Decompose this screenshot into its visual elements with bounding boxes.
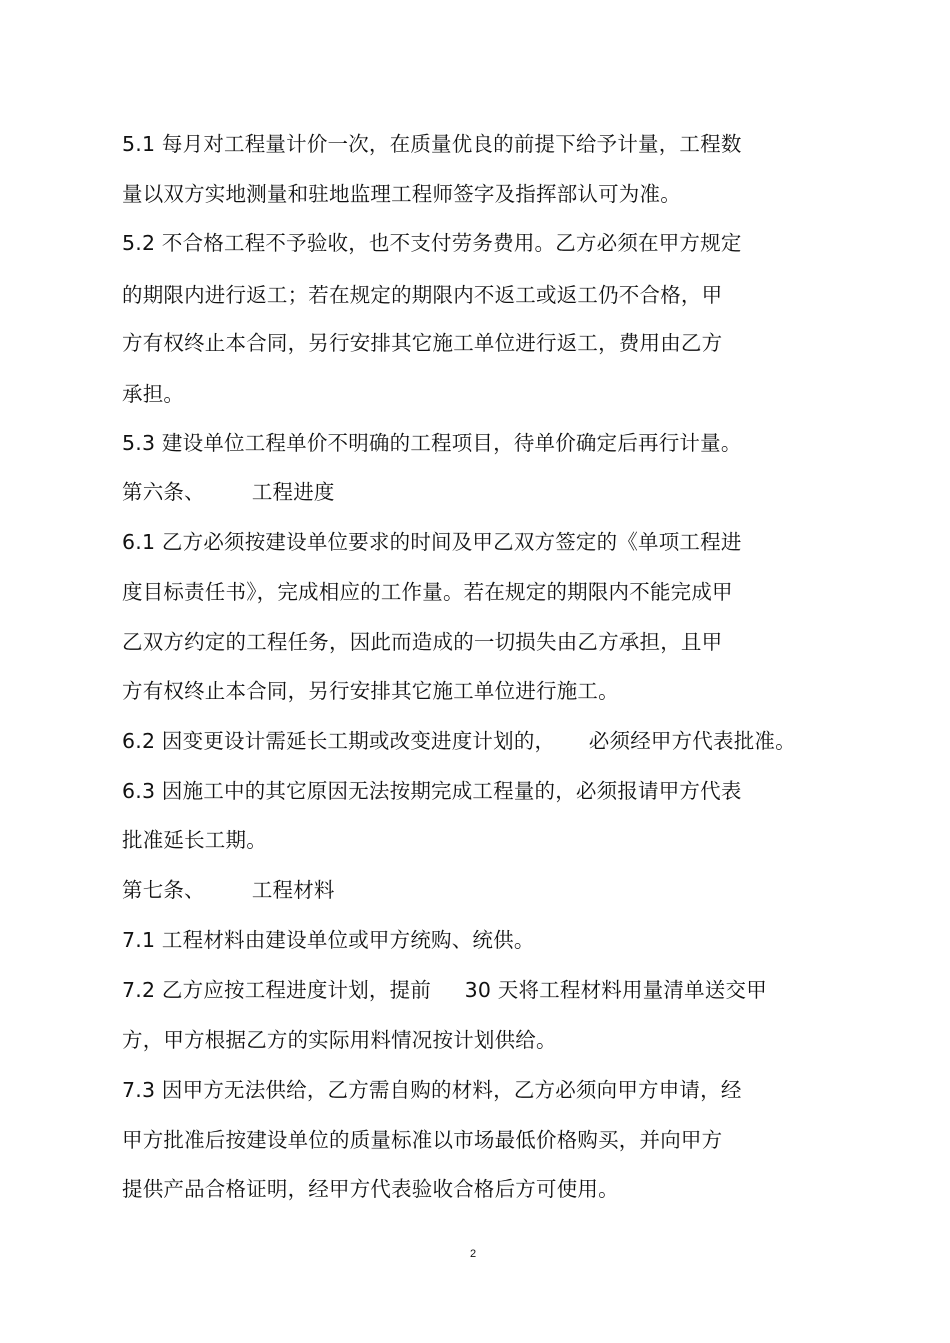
- text-line: 提供产品合格证明，经甲方代表验收合格后方可使用。: [122, 1177, 619, 1201]
- text-line: 7.1 工程材料由建设单位或甲方统购、统供。: [122, 928, 535, 952]
- text-line: 7.3 因甲方无法供给，乙方需自购的材料，乙方必须向甲方申请，经: [122, 1078, 742, 1102]
- text-line: 量以双方实地测量和驻地监理工程师签字及指挥部认可为准。: [122, 182, 681, 206]
- text-line: 批准延长工期。: [122, 828, 267, 852]
- text-line: 乙双方约定的工程任务，因此而造成的一切损失由乙方承担，且甲: [122, 630, 723, 654]
- text-line: 度目标责任书》，完成相应的工作量。若在规定的期限内不能完成甲: [122, 580, 733, 604]
- text-line: 6.3 因施工中的其它原因无法按期完成工程量的，必须报请甲方代表: [122, 779, 742, 803]
- text-line: 甲方批准后按建设单位的质量标准以市场最低价格购买，并向甲方: [122, 1128, 723, 1152]
- text-line: 方，甲方根据乙方的实际用料情况按计划供给。: [122, 1028, 557, 1052]
- text-line: 承担。: [122, 382, 185, 406]
- text-line: 5.3 建设单位工程单价不明确的工程项目，待单价确定后再行计量。: [122, 431, 742, 455]
- section-heading: 第六条、 工程进度: [122, 480, 335, 504]
- text-line: 方有权终止本合同，另行安排其它施工单位进行返工，费用由乙方: [122, 331, 723, 355]
- text-line: 6.1 乙方必须按建设单位要求的时间及甲乙双方签定的《单项工程进: [122, 530, 742, 554]
- text-line: 5.1 每月对工程量计价一次，在质量优良的前提下给予计量，工程数: [122, 132, 742, 156]
- text-line: 7.2 乙方应按工程进度计划，提前 30 天将工程材料用量清单送交甲: [122, 978, 767, 1002]
- text-line: 5.2 不合格工程不予验收，也不支付劳务费用。乙方必须在甲方规定: [122, 231, 742, 255]
- text-line: 方有权终止本合同，另行安排其它施工单位进行施工。: [122, 679, 619, 703]
- text-line: 6.2 因变更设计需延长工期或改变进度计划的， 必须经甲方代表批准。: [122, 729, 796, 753]
- page-number: 2: [470, 1248, 477, 1260]
- section-heading: 第七条、 工程材料: [122, 878, 335, 902]
- text-line: 的期限内进行返工；若在规定的期限内不返工或返工仍不合格，甲: [122, 283, 723, 307]
